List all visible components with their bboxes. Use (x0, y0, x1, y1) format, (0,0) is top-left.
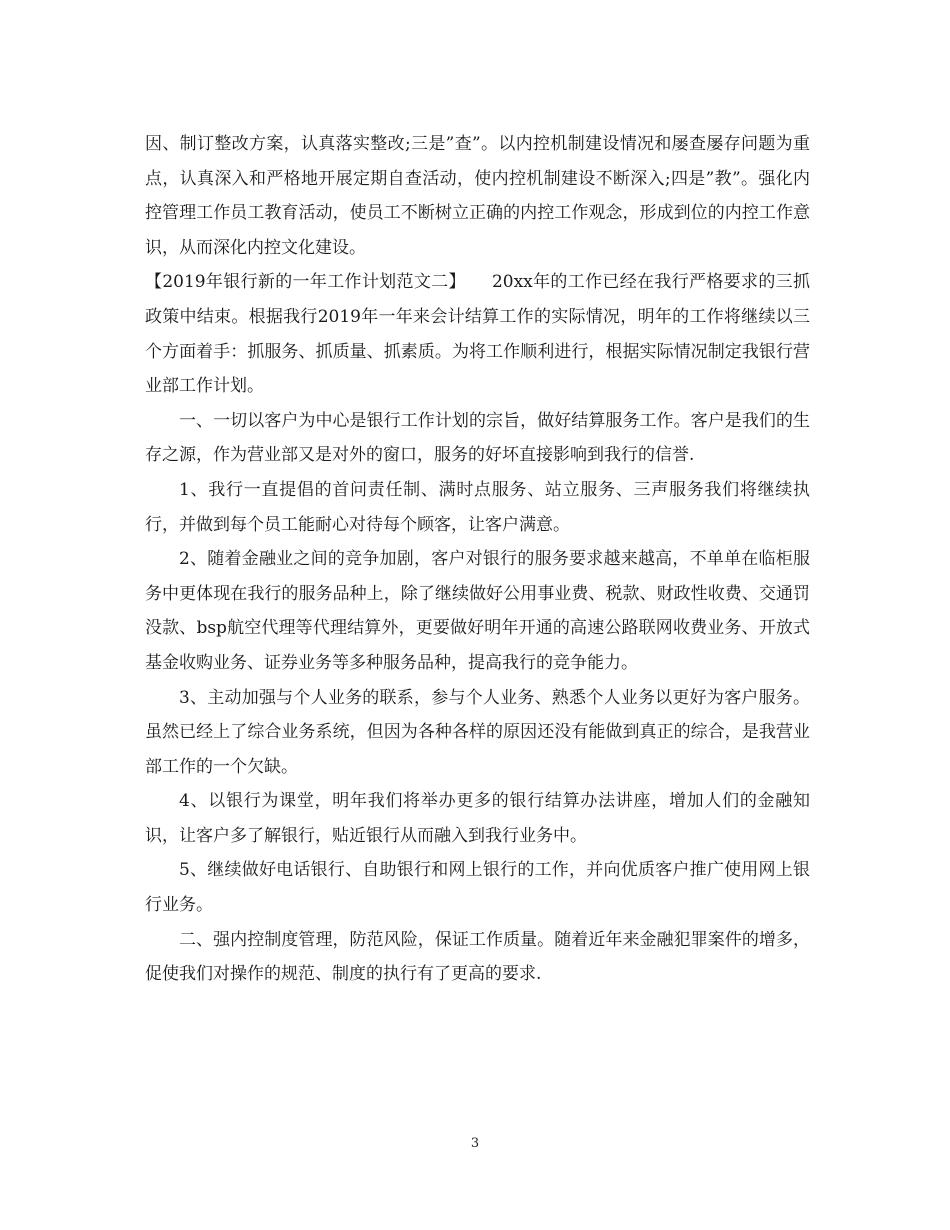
paragraph: 因、制订整改方案，认真落实整改;三是”查”。以内控机制建设情况和屡查屡存问题为重点，认真深入和严格地开展定期自查活动，使内控机制建设不断深入;四是”教”。强化内控管理工作员工教育活动，使员工不断树立正确的内控工作观念，形成到位的内控工作意识，从而深化内控文化建设。 (145, 134, 810, 258)
paragraph: 3、主动加强与个人业务的联系，参与个人业务、熟悉个人业务以更好为客户服务。虽然已经上了综合业务系统，但因为各种各样的原因还没有能做到真正的综合，是我营业部工作的一个欠缺。 (145, 687, 810, 777)
paragraph: 1、我行一直提倡的首问责任制、满时点服务、站立服务、三声服务我们将继续执行，并做到每个员工能耐心对待每个顾客，让客户满意。 (145, 479, 810, 535)
page-number: 3 (470, 1136, 480, 1151)
paragraph: 2、随着金融业之间的竞争加剧，客户对银行的服务要求越来越高，不单单在临柜服务中更体现在我行的服务品种上，除了继续做好公用事业费、税款、财政性收费、交通罚没款、bsp航空代理等代理结算外，更要做好明年开通的高速公路联网收费业务、开放式基金收购业务、证券业务等多种服务品种，提高我行的竞争能力。 (145, 549, 810, 673)
paragraph-section-heading: 【2019年银行新的一年工作计划范文二】 20xx年的工作已经在我行严格要求的三抓政策中结束。根据我行2019年一年来会计结算工作的实际情况，明年的工作将继续以三个方面着手：抓服务、抓质量、抓素质。为将工作顺利进行，根据实际情况制定我银行营业部工作计划。 (145, 272, 810, 397)
paragraph: 5、继续做好电话银行、自助银行和网上银行的工作，并向优质客户推广使用网上银行业务。 (145, 860, 810, 916)
paragraph: 二、强内控制度管理，防范风险，保证工作质量。随着近年来金融犯罪案件的增多，促使我们对操作的规范、制度的执行有了更高的要求. (145, 929, 810, 985)
document-body (145, 127, 810, 992)
paragraph: 4、以银行为课堂，明年我们将举办更多的银行结算办法讲座，增加人们的金融知识，让客户多了解银行，贴近银行从而融入到我行业务中。 (145, 791, 810, 846)
paragraph: 一、一切以客户为中心是银行工作计划的宗旨，做好结算服务工作。客户是我们的生存之源，作为营业部又是对外的窗口，服务的好坏直接影响到我行的信誉. (145, 410, 810, 466)
